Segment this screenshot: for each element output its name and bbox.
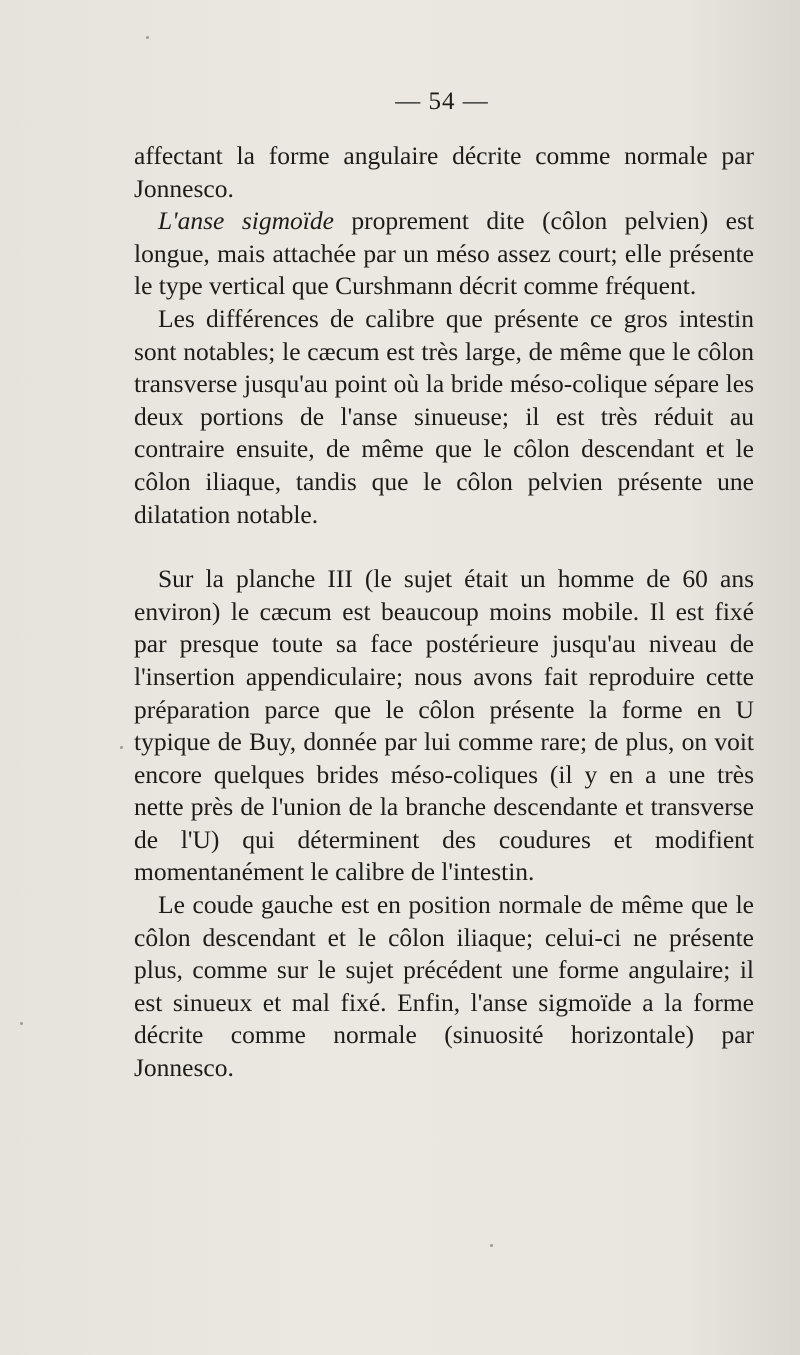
paper-speck bbox=[20, 1022, 23, 1025]
paragraph-text: proprement dite (côlon pelvien) est longue, mais attachée par un méso assez court; elle présente le type vertical que Curshmann décrit comme fréquent. bbox=[134, 206, 754, 301]
paragraph-coude-gauche bbox=[134, 889, 754, 1085]
page-number: — 54 — bbox=[395, 88, 489, 115]
paragraph-text: Le coude gauche est en position normale de même que le côlon descendant et le côlon iliaque; celui-ci ne présente plus, comme sur le sujet précédent une forme angulaire; il est sinueux et mal fixé. Enfin, l'anse sigmoïde a la forme décrite comme normale (sinuosité horizontale) par Jonnesco. bbox=[134, 890, 754, 1083]
paper-speck bbox=[490, 1244, 493, 1247]
paragraph-text: Les différences de calibre que présente ce gros intestin sont notables; le cæcum est très large, de même que le côlon transverse jusqu'au point où la bride méso-colique sépare les deux portions de l'anse sinueuse; il est très réduit au contraire ensuite, de même que le côlon descendant et le côlon iliaque, tandis que le côlon pelvien présente une dilatation notable. bbox=[134, 303, 754, 529]
paper-speck bbox=[120, 746, 123, 749]
body-text bbox=[134, 140, 754, 1085]
paragraph-text: affectant la forme angulaire décrite comme normale par Jonnesco. bbox=[134, 141, 754, 203]
paragraph-calibre bbox=[134, 303, 754, 531]
paragraph-continuation bbox=[134, 140, 754, 205]
paragraph-anse-sigmoide bbox=[134, 205, 754, 303]
paper-speck bbox=[146, 36, 149, 39]
italic-term: L'anse sigmoïde bbox=[158, 206, 334, 236]
paragraph-planche-iii bbox=[134, 563, 754, 889]
paragraph-gap bbox=[134, 531, 754, 563]
paragraph-text: Sur la planche III (le sujet était un homme de 60 ans environ) le cæcum est beaucoup moins mobile. Il est fixé par presque toute sa face postérieure jusqu'au niveau de l'insertion appendiculaire; nous avons fait reproduire cette préparation parce que le côlon présente la forme en U typique de Buy, donnée par lui comme rare; de plus, on voit encore quelques brides méso-coliques (il y en a une très nette près de l'union de la branche descendante et transverse de l'U) qui déterminent des coudures et modifient momentanément le calibre de l'intestin. bbox=[134, 564, 754, 887]
